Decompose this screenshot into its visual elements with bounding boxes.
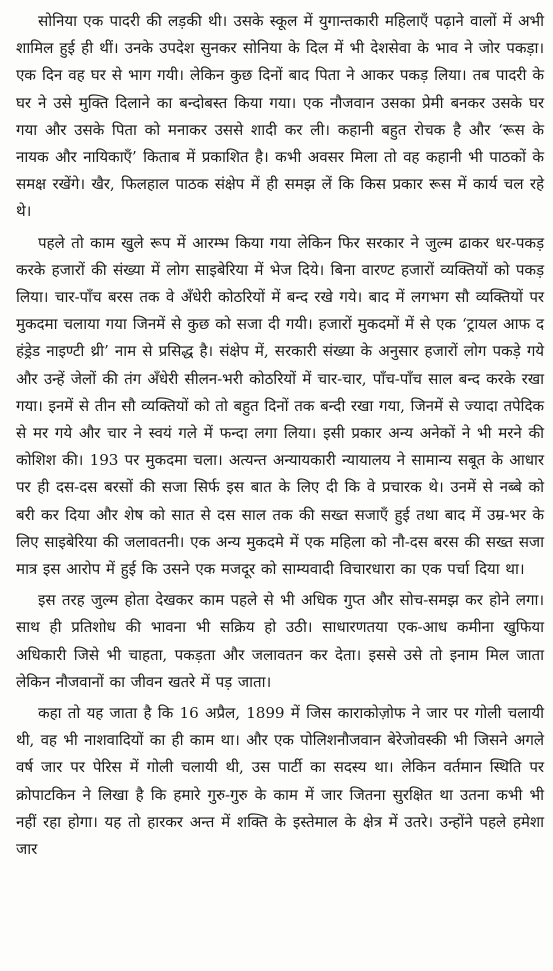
body-text [16,8,544,863]
paragraph-sonia-story: सोनिया एक पादरी की लड़की थी। उसके स्कूल में युगान्तकारी महिलाएँ पढ़ाने वालों में अभी शामिल हुई ही थीं। उनके उपदेश सुनकर सोनिया के दिल में भी देशसेवा के भाव ने जोर पकड़ा। एक दिन वह घर से भाग गयी। लेकिन कुछ दिनों बाद पिता ने आकर पकड़ लिया। तब पादरी के घर ने उसे मुक्ति दिलाने का बन्दोबस्त किया गया। एक नौजवान उसका प्रेमी बनकर उसके घर गया और उसके पिता को मनाकर उससे शादी कर ली। कहानी बहुत रोचक है और ‘रूस के नायक और नायिकाएँ’ किताब में प्रकाशित है। कभी अवसर मिला तो वह कहानी भी पाठकों के समक्ष रखेंगे। खैर, फिलहाल पाठक संक्षेप में ही समझ लें कि किस प्रकार रूस में कार्य चल रहे थे। [16,12,544,221]
paragraph-arrests-and-trials: पहले तो काम खुले रूप में आरम्भ किया गया लेकिन फिर सरकार ने जुल्म ढाकर धर-पकड़ करके हजारों की संख्या में लोग साइबेरिया में भेज दिये। बिना वारण्ट हजारों व्यक्तियों को पकड़ लिया। चार-पाँच बरस तक वे अँधेरी कोठरियों में बन्द रखे गये। बाद में लगभग सौ व्यक्तियों पर मुकदमा चलाया गया जिनमें से कुछ को सजा दी गयी। हजारों मुकदमों में से एक ‘ट्रायल आफ द हंड्रेड नाइण्टी थ्री’ नाम से प्रसिद्ध है। संक्षेप में, सरकारी संख्या के अनुसार हजारों लोग पकड़े गये और उन्हें जेलों की तंग अँधेरी सीलन-भरी कोठरियों में चार-चार, पाँच-पाँच साल बन्द करके रखा गया। इनमें से तीन सौ व्यक्तियों को तो बहुत दिनों तक बन्दी रखा गया, जिनमें से ज्यादा तपेदिक से मर गये और चार ने स्वयं गले में फन्दा लगा लिया। इसी प्रकार अन्य अनेकों ने भी मरने की कोशिश की। 193 पर मुकदमा चला। अत्यन्त अन्यायकारी न्यायालय ने सामान्य सबूत के आधार पर ही दस-दस बरसों की सजा सिर्फ इस बात के लिए दी कि वे प्रचारक थे। उनमें से नब्बे को बरी कर दिया और शेष को सात से दस साल तक की सख्त सजाएँ हुई तथा बाद में उम्र-भर के लिए साइबेरिया की जलावतनी। एक अन्य मुकदमे में एक महिला को नौ-दस बरस की सख्त सजा मात्र इस आरोप में हुई कि उसने एक मजदूर को साम्यवादी विचारधारा का एक पर्चा दिया था। [16,233,544,579]
paragraph-secrecy-and-revenge: इस तरह जुल्म होता देखकर काम पहले से भी अधिक गुप्त और सोच-समझ कर होने लगा। साथ ही प्रतिशोध की भावना भी सक्रिय हो उठी। साधारणतया एक-आध कमीना खुफिया अधिकारी जिसे भी चाहता, पकड़ता और जलावतन कर देता। इससे उसे तो इनाम मिल जाता लेकिन नौजवानों का जीवन खतरे में पड़ जाता। [16,591,544,691]
paragraph-assassination-attempts: कहा तो यह जाता है कि 16 अप्रैल, 1899 में जिस काराकोज़ोफ ने जार पर गोली चलायी थी, वह भी नाशवादियों का ही काम था। और एक पोलिशनौजवान बेरेजोवस्की भी जिसने अगले वर्ष जार पर पेरिस में गोली चलायी थी, उस पार्टी का सदस्य था। लेकिन वर्तमान स्थिति पर क्रोपाटकिन ने लिखा है कि हमारे गुरु-गुरु के काम में जार जितना सुरक्षित था उतना कभी भी नहीं रहा होगा। यह तो हारकर अन्त में शक्ति के इस्तेमाल के क्षेत्र में उतरे। उन्होंने पहले हमेशा जार [16,704,544,859]
